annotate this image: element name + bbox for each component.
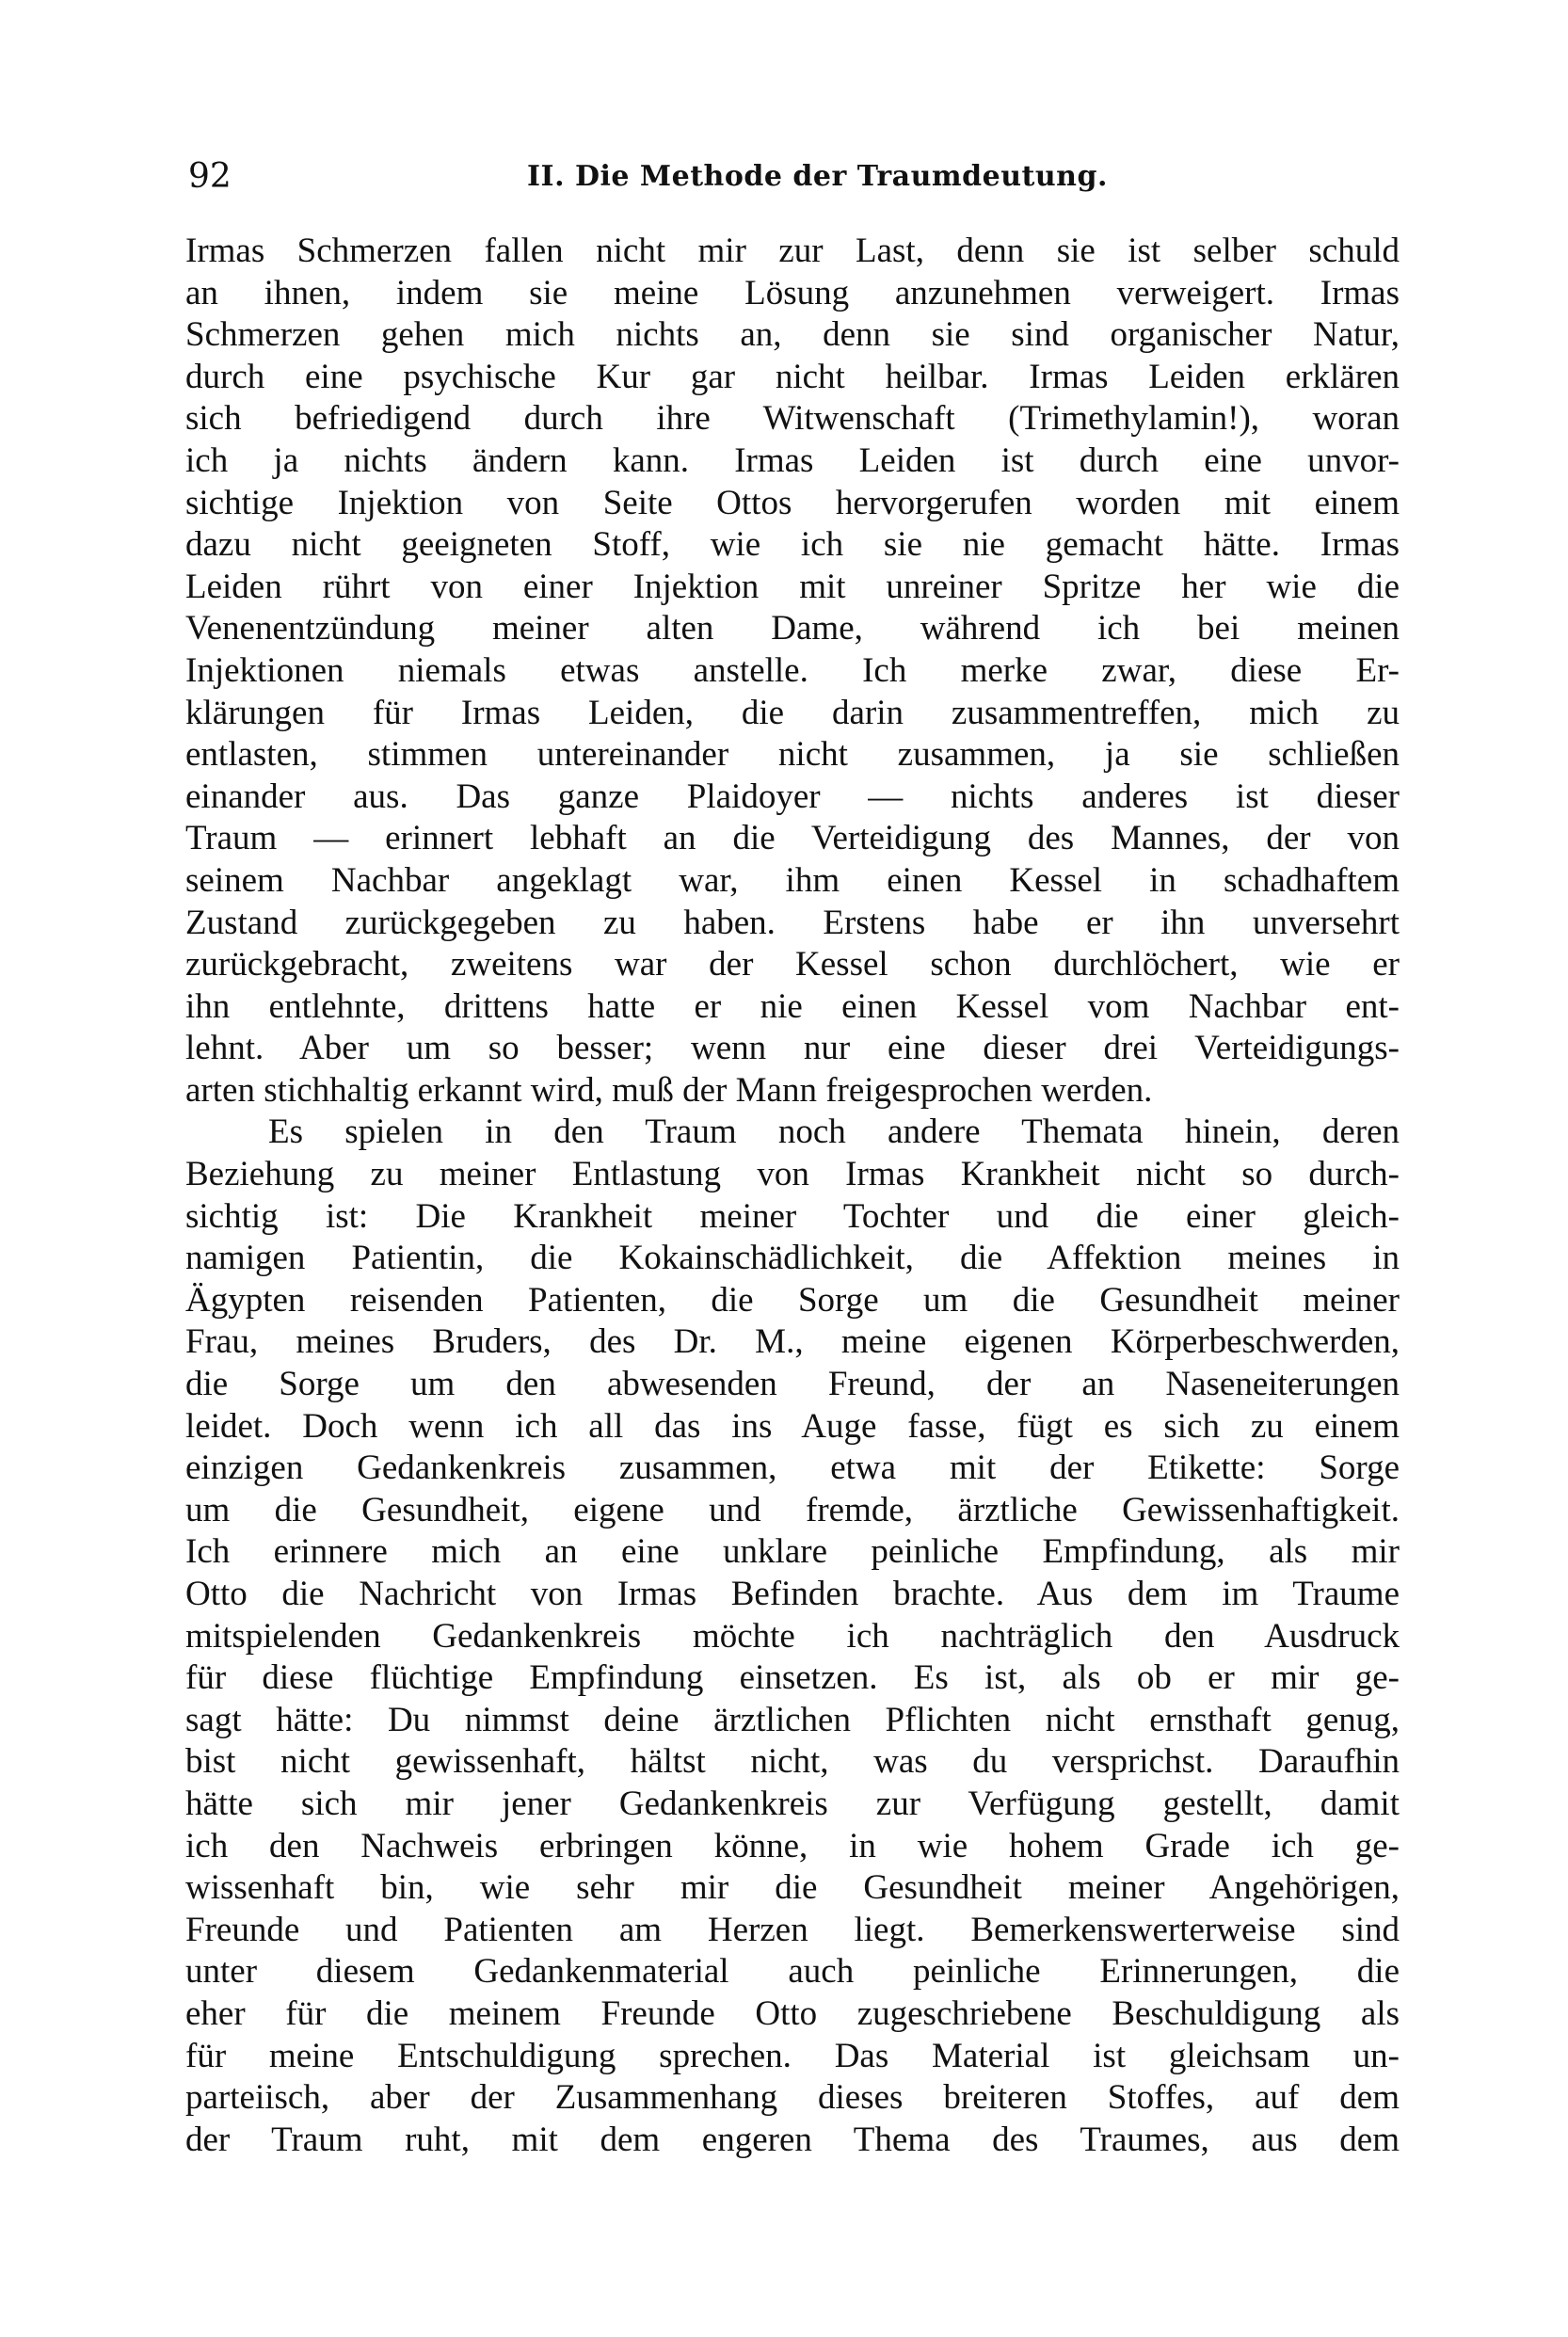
text-line: Es spielen in den Traum noch andere Themata hinein, deren <box>268 1112 1400 1152</box>
running-head <box>188 149 1412 205</box>
text-line: mitspielenden Gedankenkreis möchte ich nachträglich den Ausdruck <box>185 1616 1400 1656</box>
text-line: Traum — erinnert lebhaft an die Verteidigung des Mannes, der von <box>185 819 1400 858</box>
text-line: Leiden rührt von einer Injektion mit unreiner Spritze her wie die <box>185 567 1400 606</box>
text-line: sichtige Injektion von Seite Ottos hervorgerufen worden mit einem <box>185 483 1400 522</box>
text-line: Venenentzündung meiner alten Dame, während ich bei meinen <box>185 609 1400 648</box>
text-line: zurückgebracht, zweitens war der Kessel schon durchlöchert, wie er <box>185 945 1400 984</box>
text-line: einzigen Gedankenkreis zusammen, etwa mit der Etikette: Sorge <box>185 1449 1400 1488</box>
text-line: um die Gesundheit, eigene und fremde, ärztliche Gewissenhaftigkeit. <box>185 1490 1400 1529</box>
text-line: Beziehung zu meiner Entlastung von Irmas Krankheit nicht so durch- <box>185 1155 1400 1194</box>
text-line: bist nicht gewissenhaft, hältst nicht, was du versprichst. Daraufhin <box>185 1742 1400 1782</box>
text-line: die Sorge um den abwesenden Freund, der an Naseneiterungen <box>185 1365 1400 1404</box>
text-line: für meine Entschuldigung sprechen. Das Material ist gleichsam un- <box>185 2036 1400 2075</box>
text-line: durch eine psychische Kur gar nicht heilbar. Irmas Leiden erklären <box>185 357 1400 396</box>
body-text <box>185 231 1400 2161</box>
text-line: Frau, meines Bruders, des Dr. M., meine eigenen Körperbeschwerden, <box>185 1322 1400 1362</box>
text-line: lehnt. Aber um so besser; wenn nur eine dieser drei Verteidigungs- <box>185 1029 1400 1068</box>
page-number: 92 <box>188 157 232 196</box>
text-line: der Traum ruht, mit dem engeren Thema des Traumes, aus dem <box>185 2120 1400 2159</box>
text-line: Schmerzen gehen mich nichts an, denn sie sind organischer Natur, <box>185 315 1400 355</box>
text-line: dazu nicht geeigneten Stoff, wie ich sie nie gemacht hätte. Irmas <box>185 525 1400 565</box>
text-line: eher für die meinem Freunde Otto zugeschriebene Beschuldigung als <box>185 1993 1400 2033</box>
text-line: Irmas Schmerzen fallen nicht mir zur Last, denn sie ist selber schuld <box>185 232 1400 270</box>
text-line: seinem Nachbar angeklagt war, ihm einen Kessel in schadhaftem <box>185 860 1400 900</box>
text-line: arten stichhaltig erkannt wird, muß der Mann freigesprochen werden. <box>185 1070 1153 1110</box>
text-line: namigen Patientin, die Kokainschädlichkeit, die Affektion meines in <box>185 1239 1400 1278</box>
text-line: entlasten, stimmen untereinander nicht zusammen, ja sie schließen <box>185 735 1400 775</box>
text-line: Ägypten reisenden Patienten, die Sorge um die Gesundheit meiner <box>185 1280 1400 1320</box>
text-line: ich den Nachweis erbringen könne, in wie hohem Grade ich ge- <box>185 1826 1400 1865</box>
text-line: Ich erinnere mich an eine unklare peinliche Empfindung, als mir <box>185 1532 1400 1572</box>
text-line: für diese flüchtige Empfindung einsetzen. Es ist, als ob er mir ge- <box>185 1658 1400 1698</box>
text-line: Injektionen niemals etwas anstelle. Ich merke zwar, diese Er- <box>185 650 1400 690</box>
text-line: parteiisch, aber der Zusammenhang dieses breiteren Stoffes, auf dem <box>185 2078 1400 2118</box>
text-line: Zustand zurückgegeben zu haben. Erstens habe er ihn unversehrt <box>185 903 1400 942</box>
text-line: unter diesem Gedankenmaterial auch peinliche Erinnerungen, die <box>185 1952 1400 1992</box>
text-line: leidet. Doch wenn ich all das ins Auge fasse, fügt es sich zu einem <box>185 1406 1400 1446</box>
text-line: sagt hätte: Du nimmst deine ärztlichen Pflichten nicht ernsthaft genug, <box>185 1700 1400 1739</box>
text-line: wissenhaft bin, wie sehr mir die Gesundheit meiner Angehörigen, <box>185 1868 1400 1908</box>
text-line: an ihnen, indem sie meine Lösung anzunehmen verweigert. Irmas <box>185 273 1400 312</box>
text-line: sichtig ist: Die Krankheit meiner Tochter und die einer gleich- <box>185 1196 1400 1236</box>
text-line: Otto die Nachricht von Irmas Befinden brachte. Aus dem im Traume <box>185 1575 1400 1613</box>
text-line: klärungen für Irmas Leiden, die darin zusammentreffen, mich zu <box>185 693 1400 732</box>
text-line: ihn entlehnte, drittens hatte er nie einen Kessel vom Nachbar ent- <box>185 986 1400 1026</box>
text-line: ich ja nichts ändern kann. Irmas Leiden ist durch eine unvor- <box>185 440 1400 480</box>
text-line: sich befriedigend durch ihre Witwenschaft (Trimethylamin!), woran <box>185 399 1400 439</box>
text-line: Freunde und Patienten am Herzen liegt. Bemerkenswerterweise sind <box>185 1910 1400 1949</box>
text-line: einander aus. Das ganze Plaidoyer — nichts anderes ist dieser <box>185 776 1400 816</box>
text-line: hätte sich mir jener Gedankenkreis zur Verfügung gestellt, damit <box>185 1784 1400 1823</box>
chapter-title: II. Die Methode der Traumdeutung. <box>527 160 1108 193</box>
